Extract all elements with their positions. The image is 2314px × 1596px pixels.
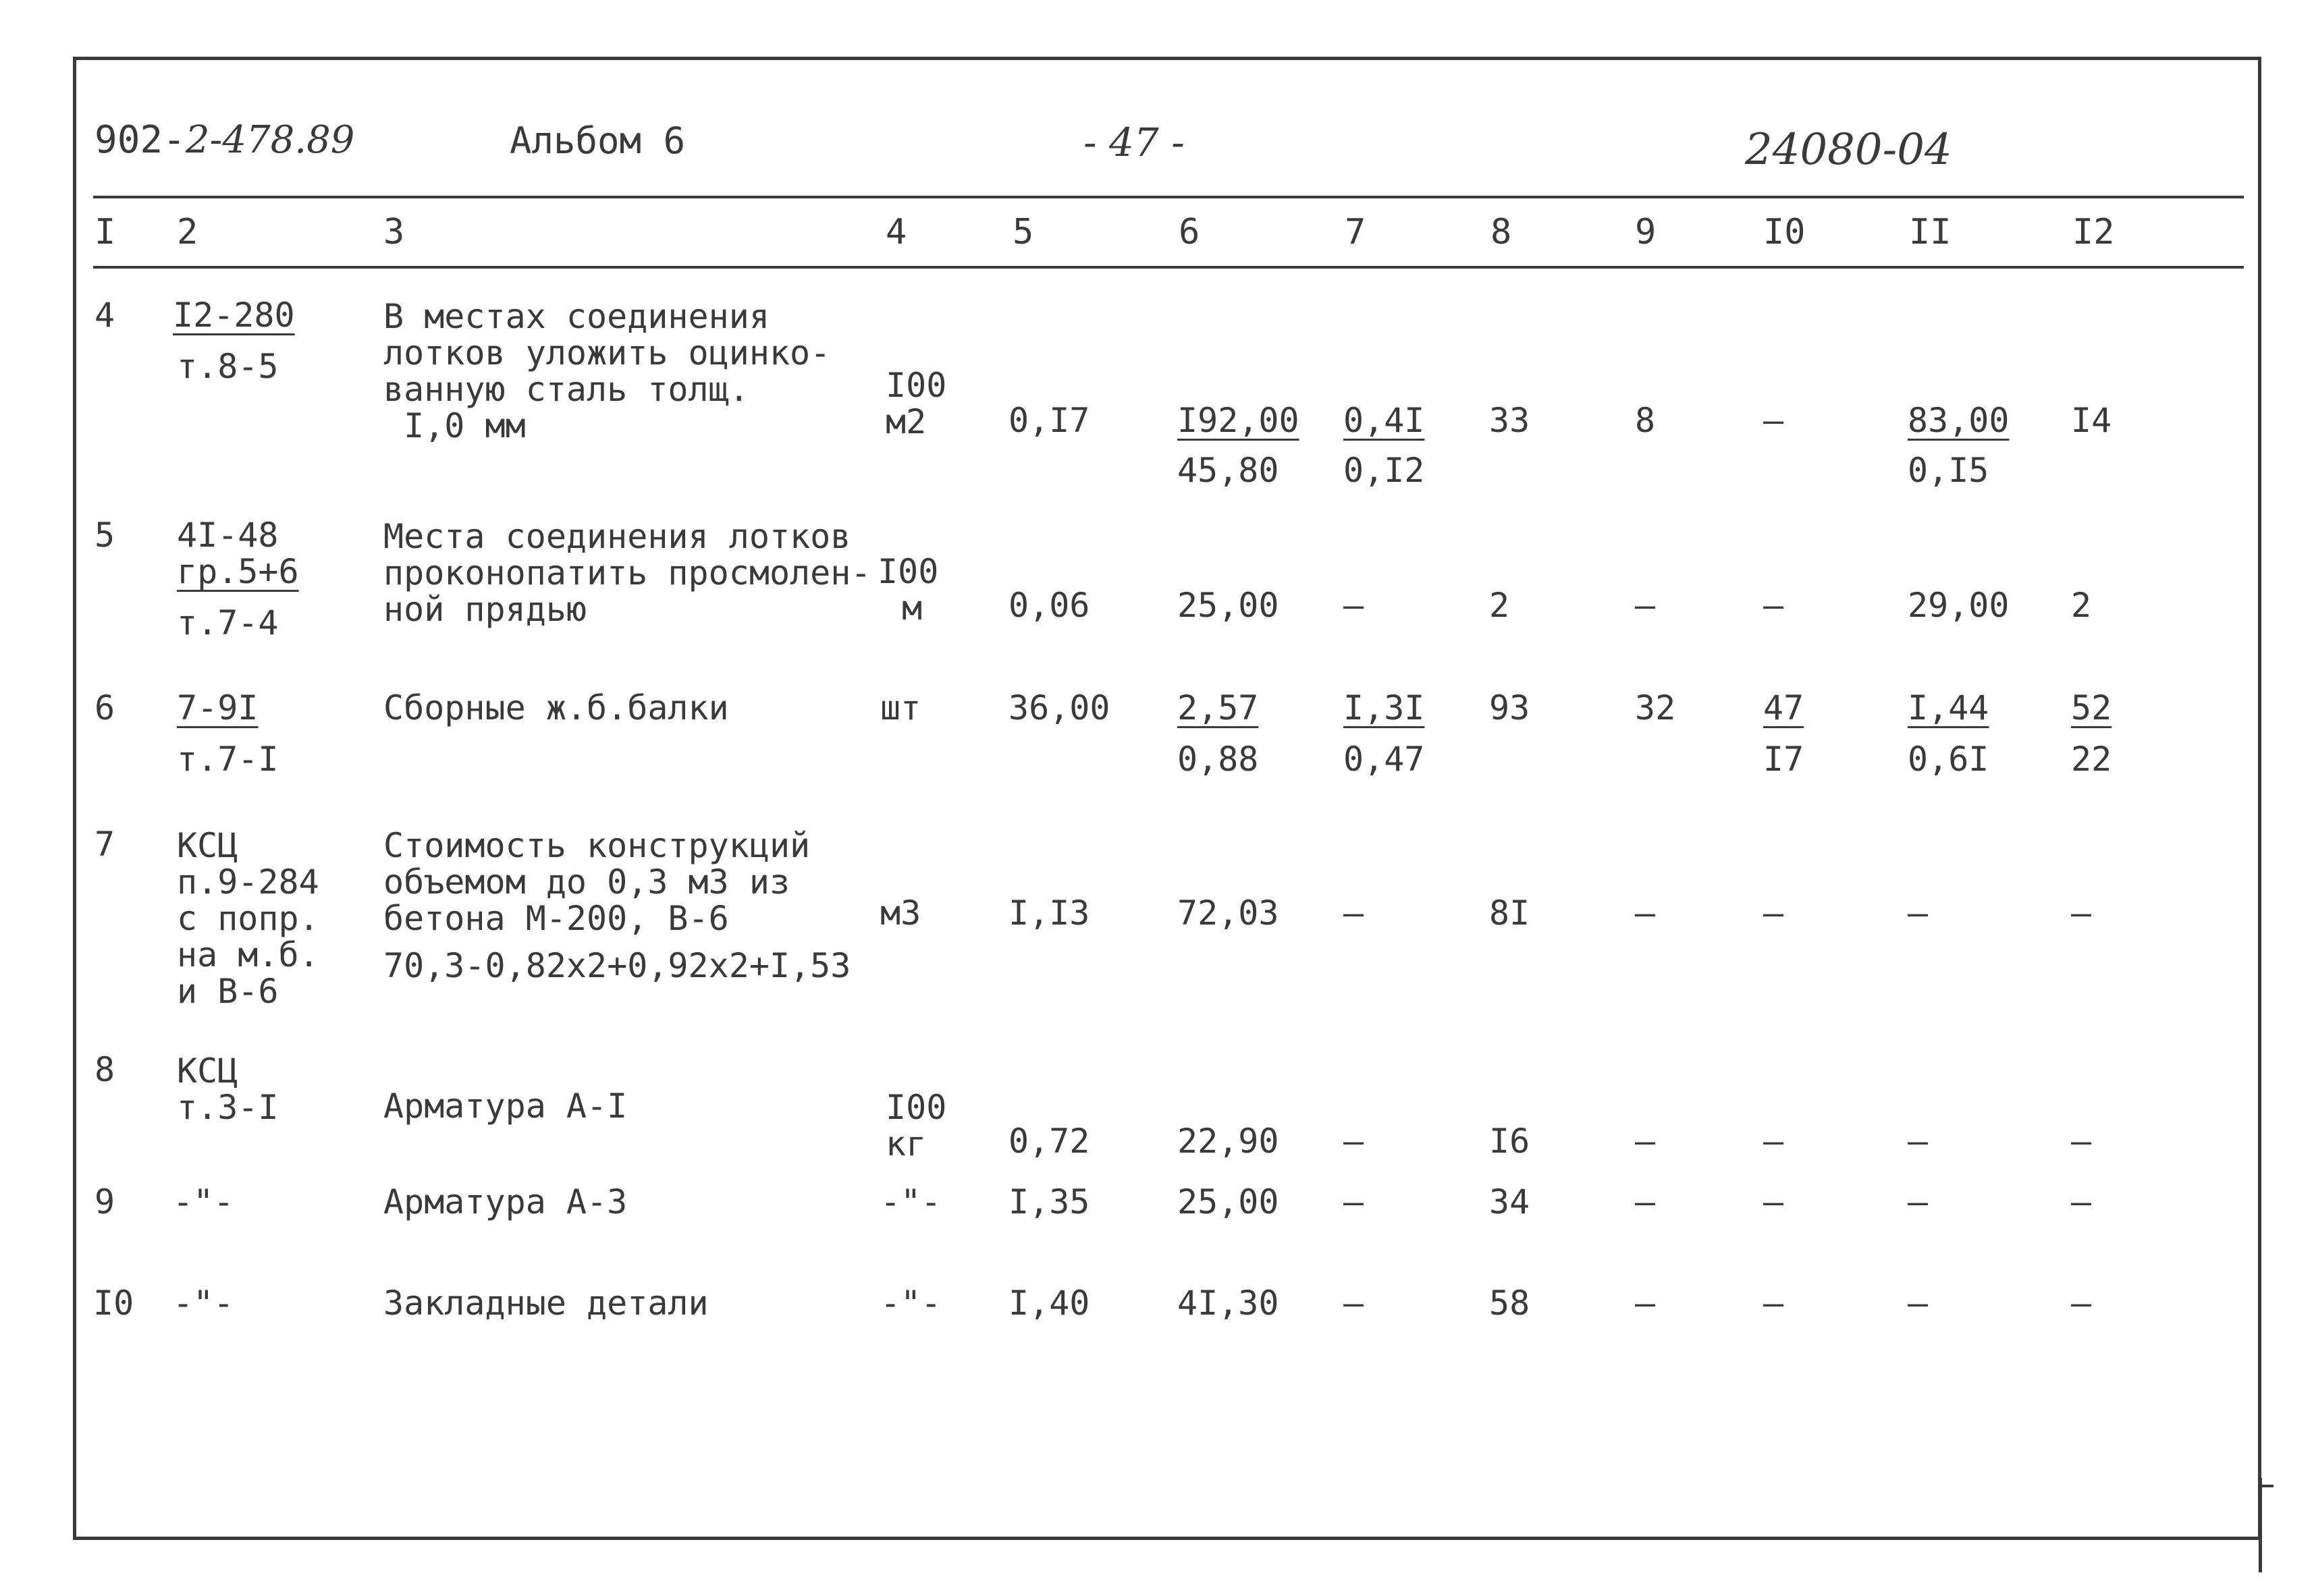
unit: -"- [880,1182,942,1221]
document-code [95,118,355,162]
description: Арматура А-I [383,1086,628,1126]
unit-top: I00 [878,552,939,591]
cell-c7: – [1343,586,1364,625]
cell-c11-bottom: 0,6I [1908,740,1989,779]
cell-c10: – [1763,1122,1784,1161]
cell-c7: – [1343,1182,1364,1221]
cell-c9: – [1635,1284,1656,1323]
ref-bottom: т.7-4 [177,603,279,642]
cell-c7-bottom: 0,47 [1343,740,1425,779]
code-handwritten: 2-478.89 [185,118,355,162]
ref-bottom: т.8-5 [177,347,279,386]
cell-c10: – [1763,401,1784,440]
unit: I00 кг [886,1088,947,1163]
description: Закладные детали [383,1284,709,1323]
ref-top: 7-9I [177,688,259,727]
cell-c8: 34 [1489,1182,1530,1221]
cell-c6: 22,90 [1177,1122,1279,1161]
document-number: 24080-04 [1745,125,1952,175]
header-rule-bottom [93,266,2244,269]
col-header-6: 6 [1179,212,1200,252]
cell-c11-top: I,44 [1908,688,1989,727]
cell-c6-bottom: 0,88 [1177,740,1259,779]
row-number: 6 [95,688,115,727]
cell-c8: I6 [1489,1122,1530,1161]
cell-c6: 72,03 [1177,893,1279,933]
cell-c10: – [1763,1182,1784,1221]
cell-c6-bottom: 45,80 [1177,451,1279,490]
cell-c5: 36,00 [1008,688,1110,727]
cell-c12: 2 [2071,586,2092,625]
cell-c11: – [1908,1284,1929,1323]
row-number: 9 [95,1182,115,1221]
frame-edge-mark [2259,1478,2262,1572]
col-header-8: 8 [1490,212,1512,252]
cell-c9: 8 [1635,401,1656,440]
cell-c9: – [1635,1182,1656,1221]
cell-c9: – [1635,1122,1656,1161]
unit: -"- [880,1284,942,1323]
page-number: - 47 - [1083,119,1185,165]
cell-c6: 4I,30 [1177,1284,1279,1323]
col-header-11: II [1909,212,1952,252]
description: Места соединения лотков проконопатить просмолен- ной прядью [383,517,871,629]
description: Стоимость конструкций объемом до 0,3 м3 из бетона М-200, В-6 [383,826,811,938]
cell-c11-top: 83,00 [1908,401,2010,440]
col-header-1: I [95,212,116,252]
col-header-12: I2 [2072,212,2115,252]
cell-c8: 33 [1489,401,1530,440]
cell-c8: 93 [1489,688,1530,727]
col-header-9: 9 [1635,212,1657,252]
cell-c9: – [1635,586,1656,625]
frame-edge-mark-2 [2259,1485,2273,1487]
cell-c10: – [1763,586,1784,625]
cell-c8: 58 [1489,1284,1530,1323]
cell-c7-bottom: 0,I2 [1343,451,1425,490]
reference: -"- [173,1182,234,1221]
cell-c6: 25,00 [1177,586,1279,625]
cell-c9: 32 [1635,688,1676,727]
cell-c12: – [2071,1284,2092,1323]
cell-c12-top: 52 [2071,688,2112,727]
cell-c11-bottom: 0,I5 [1908,451,1989,490]
cell-c5: I,40 [1008,1284,1090,1323]
cell-c7: – [1343,1284,1364,1323]
col-header-10: I0 [1763,212,1806,252]
unit: I00 м2 [886,366,947,441]
unit-bottom: м [902,588,923,628]
cell-c5: 0,72 [1008,1122,1090,1161]
cell-c5: I,35 [1008,1182,1090,1221]
cell-c5: I,I3 [1008,893,1090,933]
cell-c11: – [1908,893,1929,933]
cell-c12: I4 [2071,401,2112,440]
cell-c11: 29,00 [1908,586,2010,625]
cell-c12: – [2071,893,2092,933]
cell-c12: – [2071,1122,2092,1161]
ref-top: I2-280 [173,296,295,335]
cell-c5: 0,I7 [1008,401,1090,440]
col-header-3: 3 [383,212,405,252]
cell-c6: 25,00 [1177,1182,1279,1221]
description-formula: 70,3-0,82х2+0,92х2+I,53 [383,946,851,985]
reference: КСЦ т.3-I [177,1051,279,1127]
cell-c7-top: 0,4I [1343,401,1425,440]
row-number: 5 [95,516,115,555]
cell-c12-bottom: 22 [2071,740,2112,779]
cell-c7: – [1343,893,1364,933]
col-header-4: 4 [886,212,907,252]
col-header-2: 2 [177,212,198,252]
ref-bottom: т.7-I [177,740,279,779]
cell-c6-top: 2,57 [1177,688,1259,727]
ref-top: 4I-48 [177,516,279,555]
cell-c11: – [1908,1122,1929,1161]
col-header-7: 7 [1345,212,1366,252]
cell-c9: – [1635,893,1656,933]
row-number: 8 [95,1050,115,1089]
unit: м3 [880,893,921,933]
cell-c8: 2 [1489,586,1510,625]
cell-c8: 8I [1489,893,1530,933]
album-label: Альбом 6 [510,119,686,162]
cell-c10: – [1763,1284,1784,1323]
col-header-5: 5 [1013,212,1034,252]
code-prefix: 902- [95,118,186,162]
cell-c11: – [1908,1182,1929,1221]
cell-c10-top: 47 [1763,688,1804,727]
cell-c10: – [1763,893,1784,933]
cell-c6-top: I92,00 [1177,401,1299,440]
reference: -"- [173,1284,234,1323]
unit: шт [880,688,921,727]
description: Сборные ж.б.балки [383,688,729,727]
description: Арматура А-3 [383,1182,628,1221]
header-rule-top [93,196,2244,198]
row-number: I0 [93,1284,134,1323]
cell-c5: 0,06 [1008,586,1090,625]
cell-c7: – [1343,1122,1364,1161]
row-number: 4 [95,296,115,335]
cell-c10-bottom: I7 [1763,740,1804,779]
cell-c7-top: I,3I [1343,688,1425,727]
ref-middle: гр.5+6 [177,552,299,591]
reference: КСЦ п.9-284 с попр. на м.б. и В-6 [177,826,319,1011]
cell-c12: – [2071,1182,2092,1221]
row-number: 7 [95,825,115,864]
description: В местах соединения лотков уложить оцинко- ванную сталь толщ. I,0 мм [383,297,831,445]
